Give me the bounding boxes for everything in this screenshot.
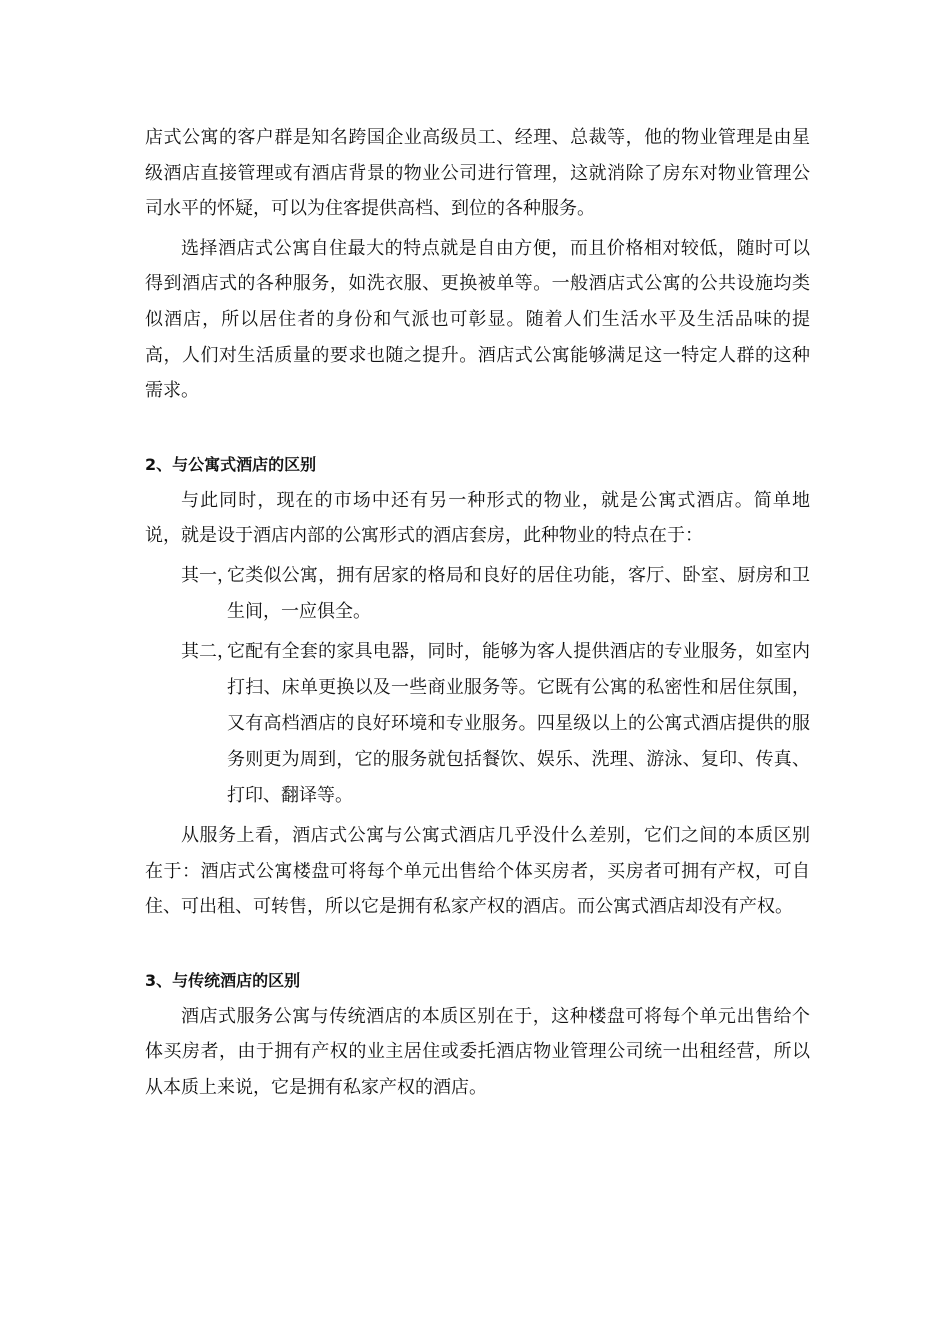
document-page [145, 120, 810, 1106]
list-item-2 [145, 634, 810, 814]
list-item-2-label: 其二， [181, 640, 235, 662]
section-2-intro: 与此同时，现在的市场中还有另一种形式的物业，就是公寓式酒店。简单地说，就是设于酒店内部的公寓形式的酒店套房，此种物业的特点在于： [145, 489, 810, 547]
section-spacer [145, 409, 810, 447]
section-3-heading: 3、与传统酒店的区别 [145, 970, 301, 990]
list-item-1 [145, 558, 810, 630]
section-spacer [145, 925, 810, 963]
list-item-2-text: 它配有全套的家具电器，同时，能够为客人提供酒店的专业服务，如室内打扫、床单更换以及一些商业服务等。它既有公寓的私密性和居住氛围，又有高档酒店的良好环境和专业服务。四星级以上的公寓式酒店提供的服务则更为周到，它的服务就包括餐饮、娱乐、洗理、游泳、复印、传真、打印、翻译等。 [227, 640, 810, 806]
paragraph-2: 选择酒店式公寓自住最大的特点就是自由方便，而且价格相对较低，随时可以得到酒店式的各种服务，如洗衣服、更换被单等。一般酒店式公寓的公共设施均类似酒店，所以居住者的身份和气派也可彰显。随着人们生活水平及生活品味的提高，人们对生活质量的要求也随之提升。酒店式公寓能够满足这一特定人群的这种需求。 [145, 237, 810, 402]
section-2-heading: 2、与公寓式酒店的区别 [145, 454, 317, 474]
paragraph-1: 店式公寓的客户群是知名跨国企业高级员工、经理、总裁等，他的物业管理是由星级酒店直接管理或有酒店背景的物业公司进行管理，这就消除了房东对物业管理公司水平的怀疑，可以为住客提供高档、到位的各种服务。 [145, 127, 810, 220]
section-2-conclusion: 从服务上看，酒店式公寓与公寓式酒店几乎没什么差别，它们之间的本质区别在于：酒店式公寓楼盘可将每个单元出售给个体买房者，买房者可拥有产权，可自住、可出租、可转售，所以它是拥有私家产权的酒店。而公寓式酒店却没有产权。 [145, 824, 810, 918]
section-3-body: 酒店式服务公寓与传统酒店的本质区别在于，这种楼盘可将每个单元出售给个体买房者，由于拥有产权的业主居住或委托酒店物业管理公司统一出租经营，所以从本质上来说，它是拥有私家产权的酒店。 [145, 1005, 810, 1098]
list-item-1-text: 它类似公寓，拥有居家的格局和良好的居住功能，客厅、卧室、厨房和卫生间，一应俱全。 [227, 564, 810, 622]
list-item-1-label: 其一， [181, 564, 235, 586]
